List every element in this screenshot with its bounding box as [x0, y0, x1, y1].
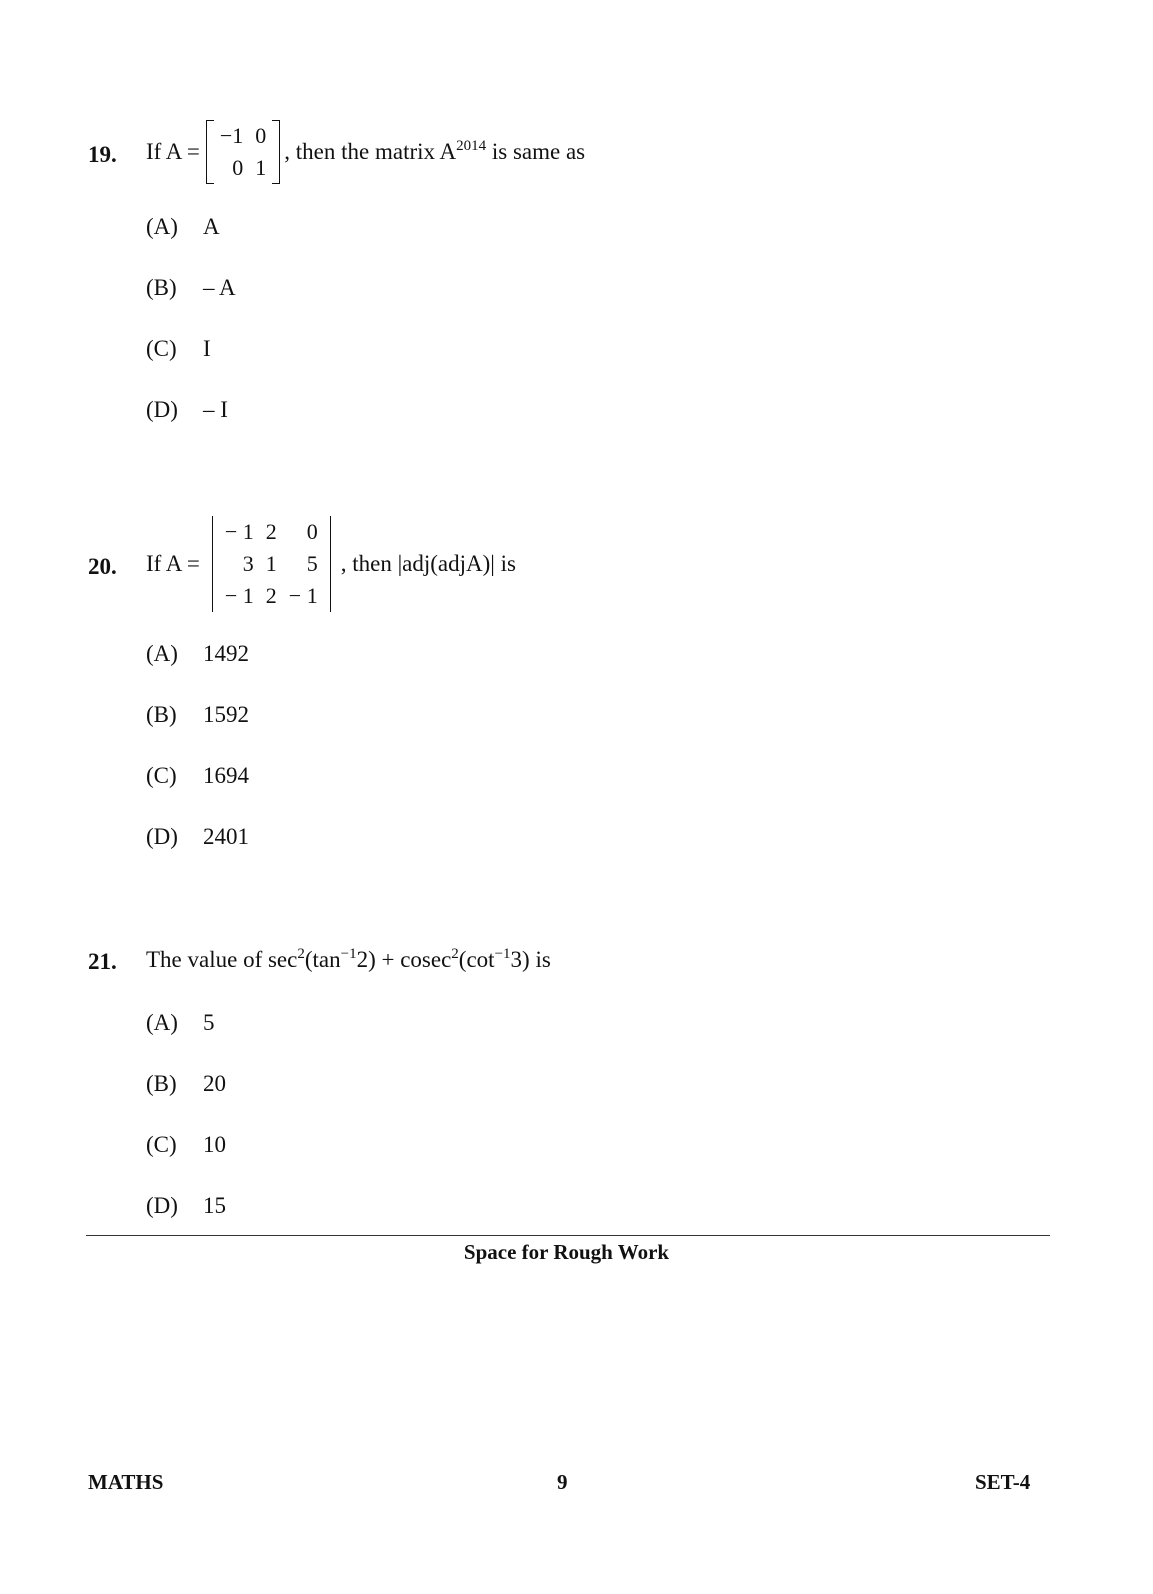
option-label: (D): [146, 397, 178, 422]
option-text: 20: [203, 1071, 226, 1096]
option-text: – I: [203, 397, 228, 422]
exponent: 2: [297, 946, 305, 962]
matrix-cell: 2: [265, 519, 277, 544]
option-text: – A: [203, 275, 236, 300]
option-label: (D): [146, 1193, 178, 1218]
option-label: (A): [146, 1010, 178, 1035]
matrix-cells: [214, 120, 272, 184]
exponent: 2: [451, 946, 459, 962]
question-stem: [146, 122, 585, 182]
option-text: 15: [203, 1193, 226, 1218]
matrix-cell: 0: [255, 123, 267, 148]
option-label: (B): [146, 1071, 177, 1096]
option-text: 1492: [203, 641, 249, 666]
stem-text: 2) + cosec: [356, 947, 452, 972]
stem-prefix: If A =: [146, 551, 200, 576]
divider: [86, 1235, 1050, 1236]
left-bar: [212, 516, 213, 612]
stem-suffix: , then |adj(adjA)| is: [340, 551, 516, 576]
matrix-cell: − 1: [224, 519, 254, 544]
question-number: 21.: [88, 949, 117, 974]
matrix-cell: 1: [255, 155, 267, 180]
option-text: 1694: [203, 763, 249, 788]
option-b[interactable]: [146, 1071, 226, 1097]
option-label: (C): [146, 336, 177, 361]
option-d[interactable]: [146, 1193, 226, 1219]
option-a[interactable]: [146, 641, 249, 667]
stem-prefix: If A =: [146, 139, 200, 164]
matrix-cell: 1: [265, 551, 277, 576]
suffix-text-end: is same as: [486, 139, 586, 164]
option-c[interactable]: [146, 763, 249, 789]
right-bar: [330, 516, 331, 612]
question-stem: [146, 947, 551, 973]
left-bracket: [206, 120, 214, 184]
option-text: A: [203, 214, 220, 239]
option-a[interactable]: [146, 1010, 215, 1036]
rough-work-heading: Space for Rough Work: [463, 1240, 670, 1264]
option-b[interactable]: [146, 702, 249, 728]
option-a[interactable]: [146, 214, 220, 240]
option-label: (C): [146, 1132, 177, 1157]
exponent: 2014: [456, 138, 487, 154]
option-d[interactable]: [146, 824, 249, 850]
matrix-cell: − 1: [288, 583, 318, 608]
option-text: 5: [203, 1010, 215, 1035]
matrix-cell: 0: [306, 519, 318, 544]
option-text: I: [203, 336, 211, 361]
option-c[interactable]: [146, 336, 211, 362]
matrix-cell: −1: [219, 123, 244, 148]
option-label: (C): [146, 763, 177, 788]
matrix-cells: [219, 516, 324, 612]
right-bracket: [272, 120, 280, 184]
option-text: 1592: [203, 702, 249, 727]
determinant-a: [206, 516, 337, 612]
question-stem: [146, 518, 516, 610]
option-d[interactable]: [146, 397, 228, 423]
matrix-cell: 3: [242, 551, 254, 576]
matrix-cell: 5: [306, 551, 318, 576]
option-label: (D): [146, 824, 178, 849]
stem-text: The value of sec: [146, 947, 298, 972]
footer-page-number: 9: [557, 1470, 568, 1494]
stem-part: [146, 947, 551, 973]
stem-text: (tan: [304, 947, 341, 972]
option-label: (A): [146, 641, 178, 666]
matrix-cell: − 1: [224, 583, 254, 608]
option-label: (A): [146, 214, 178, 239]
stem-text: (cot: [458, 947, 495, 972]
option-c[interactable]: [146, 1132, 226, 1158]
suffix-text: , then the matrix A: [284, 139, 457, 164]
question-number: 19.: [88, 142, 117, 167]
stem-text: 3) is: [510, 947, 551, 972]
exponent: −1: [494, 946, 511, 962]
option-b[interactable]: [146, 275, 236, 301]
option-label: (B): [146, 702, 177, 727]
footer-subject: MATHS: [88, 1470, 164, 1494]
footer-set: SET-4: [975, 1470, 1031, 1494]
option-text: 10: [203, 1132, 226, 1157]
option-label: (B): [146, 275, 177, 300]
matrix-a: [206, 120, 280, 184]
question-number: 20.: [88, 554, 117, 579]
option-text: 2401: [203, 824, 249, 849]
matrix-cell: 2: [265, 583, 277, 608]
exponent: −1: [340, 946, 357, 962]
stem-suffix: [284, 139, 585, 165]
matrix-cell: 0: [232, 155, 244, 180]
